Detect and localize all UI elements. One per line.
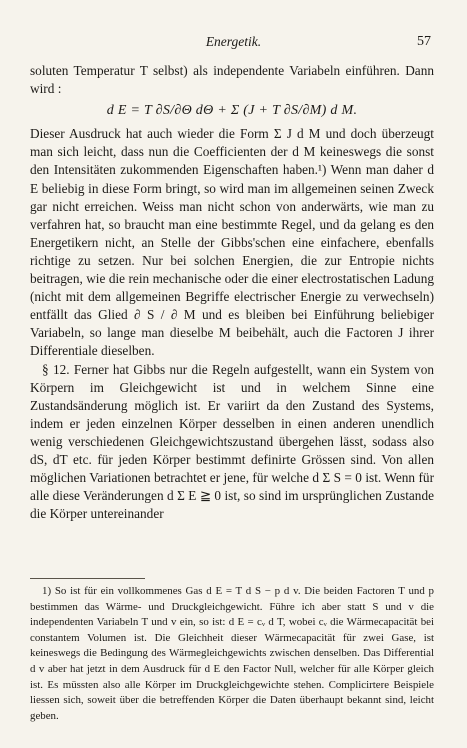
footnote <box>30 584 434 724</box>
paragraph-continuation: soluten Temperatur T selbst) als independente Variabeln einführen. Dann wird : <box>30 63 434 97</box>
page-header <box>30 30 437 50</box>
footnote-text: 1) So ist für ein vollkommenes Gas d E = T d S − p d v. Die beiden Factoren T und p bestimmen das Wärme- und Druckgleichgewicht. Führe ich aber statt S und v die independenten Variabeln T und v ein, so ist: d E = cᵥ d T, wobei cᵥ die Wärmecapacität bei constantem Volumen ist. Die Gleichheit dieser Wärmecapacität für zwei Gase, ist keineswegs die Bedingung des Wärmegleichgewichts zwischen denselben. Das Differential d v aber hat jetzt in dem Ausdruck für d E den Factor Null, welcher für alle Körper gleich ist. Es müssten also alle Körper im Druckgleichgewichte stehen. Complicirtere Beispiele liessen sich, soweit über die betreffenden Körper die Daten überhaupt bekannt sind, leicht geben. <box>30 585 434 722</box>
equation: d E = T ∂S/∂Θ dΘ + Σ (J + T ∂S/∂M) d M. <box>106 103 358 119</box>
running-title: Energetik. <box>205 34 262 49</box>
paragraph-form-discussion: Dieser Ausdruck hat auch wieder die Form Σ J d M und doch überzeugt man sich leicht, dass nun die Coefficienten der d M keineswegs die sonst den Intensitäten zukommenden Eigenschaften haben.¹) Wenn man daher d E beliebig in diese Form bringt, so wird man im allgemeinen seinen Zweck gar nicht erreichen. Weiss man nicht schon von anderwärts, wie man zu verfahren hat, so braucht man eine bestimmte Regel, und da gelang es den Energetikern nicht, an Stelle der Gibbs'schen eine einfachere, ebenfalls richtige zu setzen. Nur bei solchen Energien, die zur Entropie nichts beitragen, wie die rein mechanische oder die einer electrostatischen Ladung (nicht mit dem allgemeinen Begriffe electrischer Energie zu verwechseln) entfällt das Glied ∂ S / ∂ M und es bleiben bei Einführung beliebiger Variabeln, so lange man dieselbe M beibehält, auch die Factoren J ihrer Differentiale dieselben. <box>30 126 434 359</box>
page-number: 57 <box>417 34 431 49</box>
footnote-divider <box>30 578 145 579</box>
main-text <box>30 62 434 523</box>
paragraph-section-12: § 12. Ferner hat Gibbs nur die Regeln aufgestellt, wann ein System von Körpern im Gleichgewicht ist und in welchem Sinne eine Zustandsänderung möglich ist. Er variirt da den Zustand des Systems, indem er jeden einzelnen Körper desselben in einen anderen unendlich wenig verschiedenen Gleichgewichtszustand übergehen lässt, sodass also dS, dT etc. für jeden Körper bestimmt definirte Grössen sind. Von allen möglichen Variationen betrachtet er jene, für welche d Σ S = 0 ist. Wenn für alle diese Veränderungen d Σ E ≧ 0 ist, so sind im ursprünglichen Zustande die Körper untereinander <box>30 361 434 522</box>
